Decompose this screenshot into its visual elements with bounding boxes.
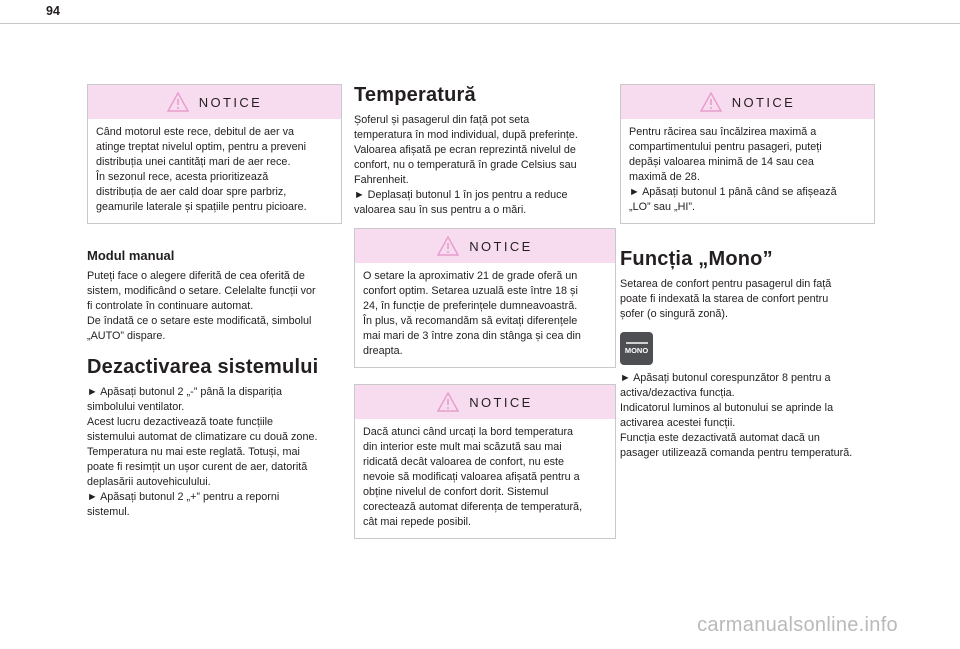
section-heading-deactivate: Dezactivarea sistemului — [87, 356, 319, 378]
text-line: confort, nu o temperatură în grade Celsius sau — [354, 159, 577, 171]
notice-header — [621, 85, 874, 119]
column-2 — [354, 84, 616, 555]
text-line: Dacă atunci când urcați la bord temperatura — [363, 426, 574, 438]
text-line: deplasării autovehiculului. — [87, 476, 211, 488]
text-line: ridicată decât valoarea de confort, nu este — [363, 456, 565, 468]
manual-paragraph — [87, 269, 342, 344]
text-line: ► Apăsați butonul 2 „+” pentru a reporni — [87, 491, 280, 503]
text-line: Când motorul este rece, debitul de aer va — [96, 126, 295, 138]
section-heading-mono: Funcția „Mono” — [620, 248, 773, 270]
warning-icon — [437, 392, 459, 412]
text-line: maximă de 28. — [629, 171, 700, 183]
text-line: Valoarea afișată pe ecran reprezintă nivelul de — [354, 144, 576, 156]
text-line: ► Deplasați butonul 1 în jos pentru a reduce — [354, 189, 568, 201]
column-1 — [87, 84, 342, 520]
mono-icon-bar — [626, 342, 648, 344]
notice-title: NOTICE — [731, 94, 796, 110]
text-line: dreapta. — [363, 345, 403, 357]
text-line: activarea acestei funcții. — [620, 417, 736, 429]
text-line: ► Apăsați butonul 2 „-” până la dispariția — [87, 386, 282, 398]
section-heading-temperature: Temperatură — [354, 84, 476, 106]
notice-title: NOTICE — [469, 394, 533, 410]
text-line: O setare la aproximativ 21 de grade oferă un — [363, 270, 578, 282]
notice-title: NOTICE — [469, 238, 533, 254]
text-line: corectează automat diferența de temperatură, — [363, 501, 583, 513]
notice-text — [88, 119, 341, 223]
text-line: valoarea sau în sus pentru a o mări. — [354, 204, 527, 216]
mono-icon-label: MONO — [624, 346, 649, 355]
text-line: Acest lucru dezactivează toate funcțiile — [87, 416, 274, 428]
text-line: sistemul. — [87, 506, 130, 518]
text-line: În plus, vă recomandăm să evitați diferențele — [363, 315, 578, 327]
text-line: distribuția unei cantități mari de aer rece. — [96, 156, 291, 168]
text-line: 24, în funcție de preferințele dumneavoastră. — [363, 300, 578, 312]
text-line: compartimentului pentru pasageri, puteți — [629, 141, 822, 153]
text-line: distribuția de aer cald doar spre parbriz, — [96, 186, 287, 198]
text-line: confort optim. Setarea uzuală este între 18 și — [363, 285, 578, 297]
notice-box — [87, 84, 342, 224]
text-line: ► Apăsați butonul corespunzător 8 pentru a — [620, 372, 831, 384]
warning-icon — [437, 236, 459, 256]
warning-icon — [167, 92, 189, 112]
text-line: poate fi indexată la starea de confort pentru — [620, 293, 829, 305]
text-line: poate fi resimțit un ușor curent de aer, datorită — [87, 461, 308, 473]
text-line: Setarea de confort pentru pasagerul din față — [620, 278, 832, 290]
text-line: „LO” sau „HI”. — [629, 201, 695, 213]
column-3 — [620, 84, 875, 461]
text-line: fi controlate în continuare automat. — [87, 300, 254, 312]
text-line: mai mari de 3 între zona din stânga și cea din — [363, 330, 581, 342]
text-line: depăși valoarea minimă de 14 sau cea — [629, 156, 814, 168]
notice-text — [621, 119, 874, 223]
text-line: Indicatorul luminos al butonului se aprinde la — [620, 402, 834, 414]
mono-intro-paragraph — [620, 277, 875, 322]
text-line: cât mai repede posibil. — [363, 516, 472, 528]
page-number: 94 — [46, 4, 60, 18]
top-divider — [0, 23, 960, 24]
warning-icon — [700, 92, 722, 112]
notice-text — [355, 263, 615, 367]
text-line: sistem, modificând o setare. Celelalte funcții vor — [87, 285, 316, 297]
text-line: De îndată ce o setare este modificată, simbolul — [87, 315, 312, 327]
text-line: pasager utilizează comanda pentru temperatură. — [620, 447, 853, 459]
temperature-paragraph — [354, 113, 616, 218]
text-line: Șoferul și pasagerul din față pot seta — [354, 114, 530, 126]
mono-button-icon — [620, 332, 653, 365]
text-line: șofer (o singură zonă). — [620, 308, 729, 320]
text-line: din interior este mult mai scăzută sau mai — [363, 441, 562, 453]
notice-title: NOTICE — [198, 94, 263, 110]
text-line: nevoie să modificați valoarea afișată pentru a — [363, 471, 580, 483]
notice-header — [355, 229, 615, 263]
text-line: „AUTO” dispare. — [87, 330, 166, 342]
mono-paragraph — [620, 371, 875, 461]
text-line: Funcția este dezactivată automat dacă un — [620, 432, 820, 444]
text-line: În sezonul rece, acesta prioritizează — [96, 171, 269, 183]
notice-header — [88, 85, 341, 119]
text-line: Pentru răcirea sau încălzirea maximă a — [629, 126, 817, 138]
notice-header — [355, 385, 615, 419]
text-line: simbolului ventilator. — [87, 401, 185, 413]
text-line: ► Apăsați butonul 1 până când se afișează — [629, 186, 837, 198]
section-heading-manual: Modul manual — [87, 248, 175, 263]
notice-text — [355, 419, 615, 538]
text-line: atinge treptat nivelul optim, pentru a preveni — [96, 141, 307, 153]
text-line: Temperatura nu mai este reglată. Totuși, mai — [87, 446, 300, 458]
notice-box — [354, 384, 616, 539]
notice-box — [620, 84, 875, 224]
text-line: obține nivelul de confort dorit. Sistemul — [363, 486, 549, 498]
text-line: Puteți face o alegere diferită de cea oferită de — [87, 270, 305, 282]
text-line: temperatura în mod individual, după preferințe. — [354, 129, 578, 141]
text-line: sistemului automat de climatizare cu două zone. — [87, 431, 318, 443]
notice-box — [354, 228, 616, 368]
text-line: activa/dezactiva funcția. — [620, 387, 735, 399]
watermark: carmanualsonline.info — [697, 614, 898, 636]
deactivate-paragraph — [87, 385, 342, 520]
text-line: Fahrenheit. — [354, 174, 409, 186]
text-line: geamurile laterale și spațiile pentru picioare. — [96, 201, 307, 213]
